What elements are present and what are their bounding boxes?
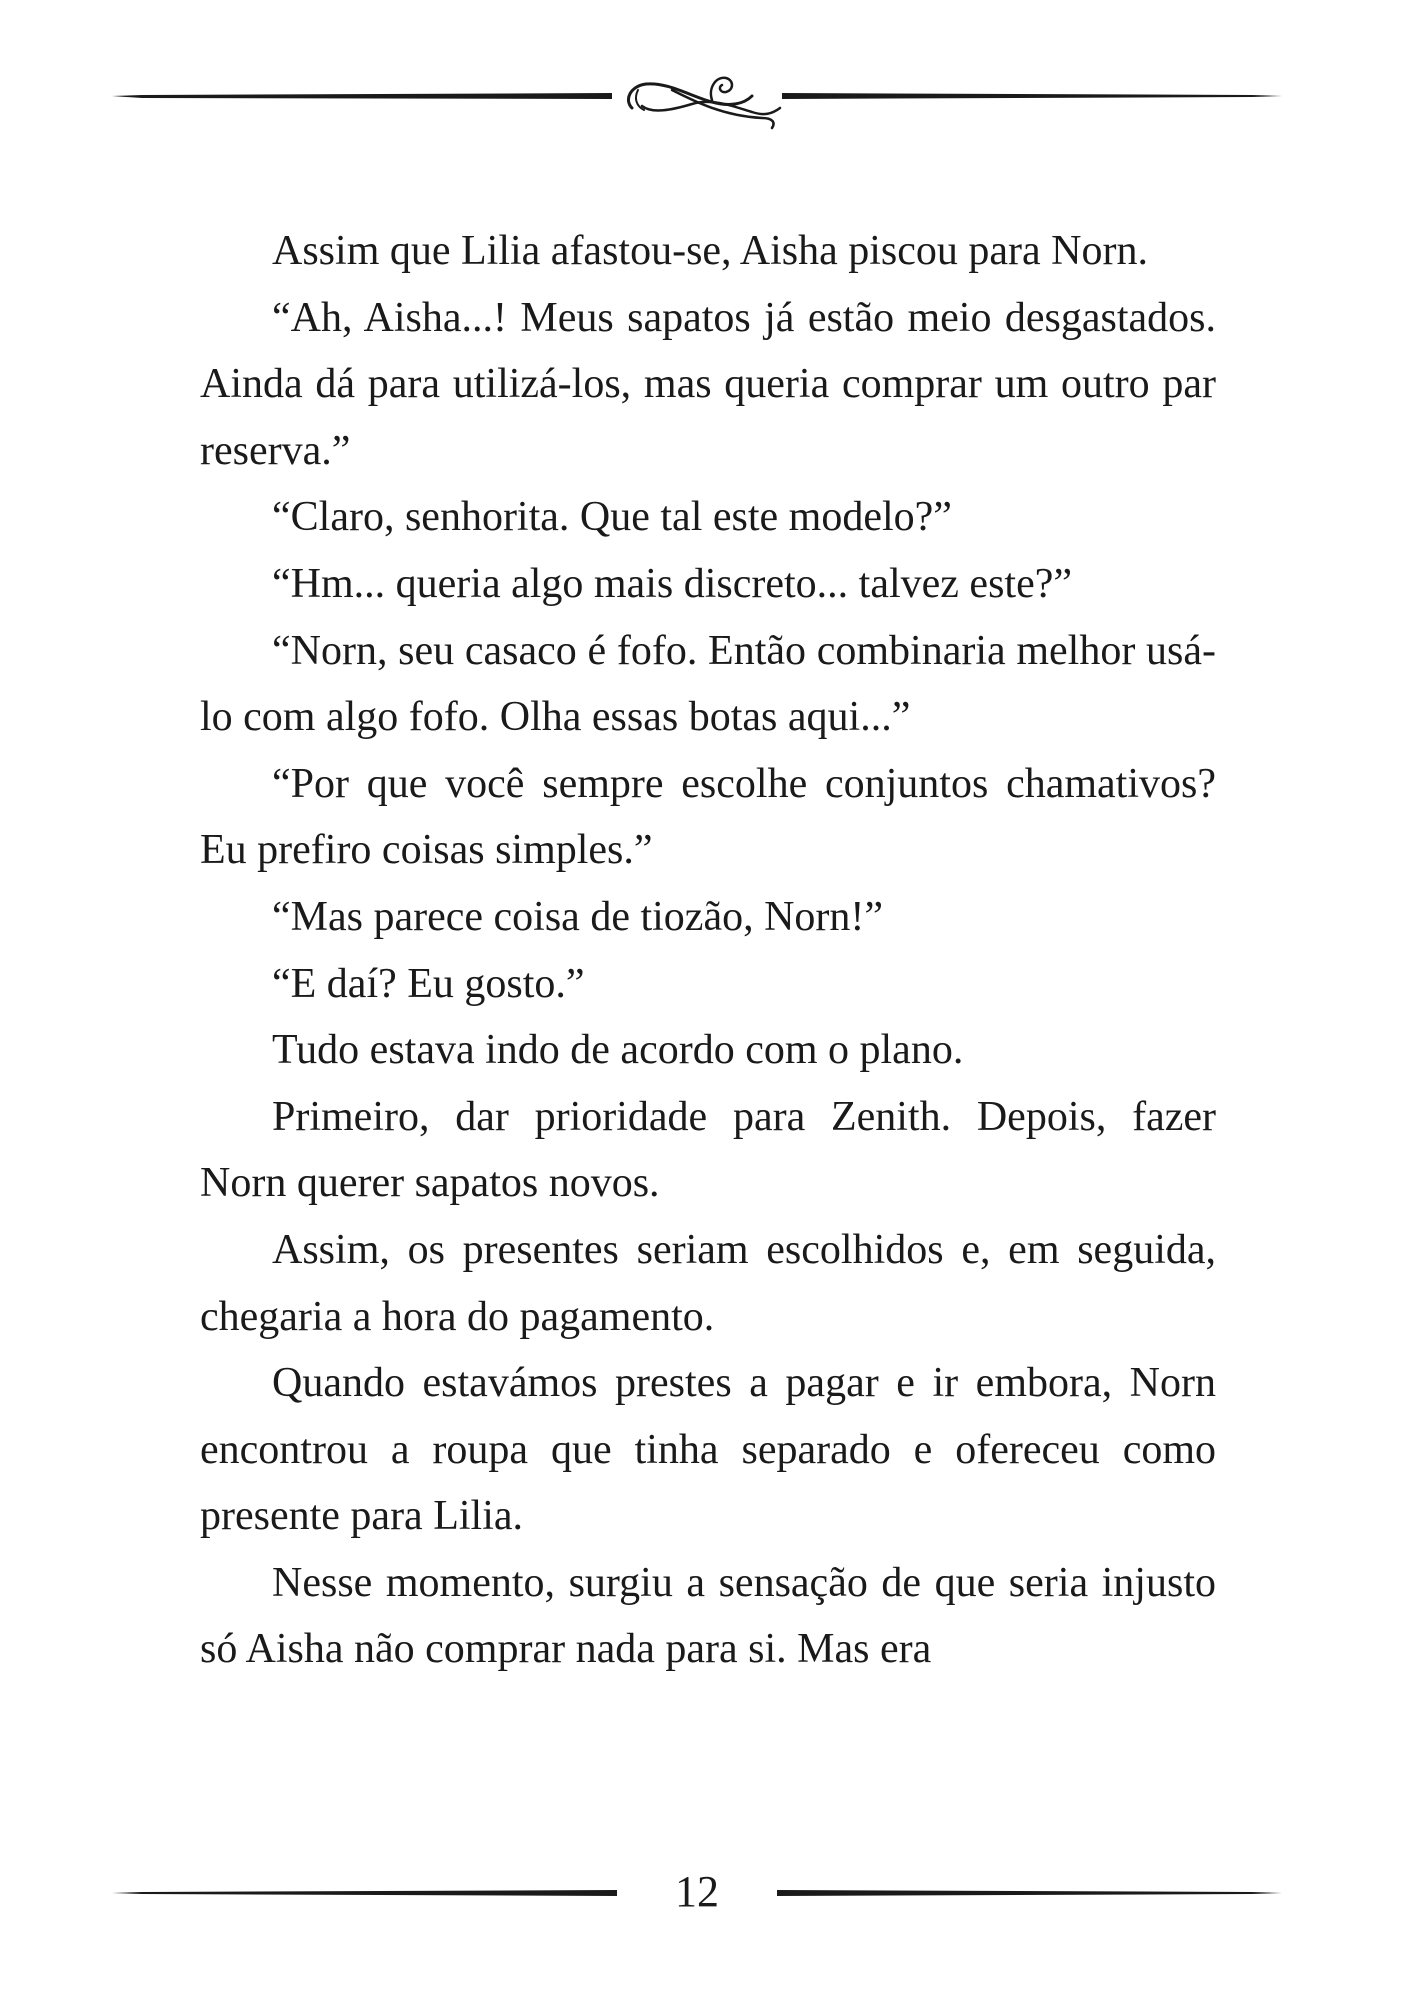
footer-rule-left — [112, 1890, 617, 1896]
paragraph: “Ah, Aisha...! Meus sapatos já estão meio desgastados. Ainda dá para utilizá-los, mas queria comprar um outro par reserva.” — [200, 294, 1216, 474]
paragraph: “Claro, senhorita. Que tal este modelo?” — [272, 494, 952, 541]
paragraph: “Hm... queria algo mais discreto... talvez este?” — [272, 560, 1073, 607]
page-footer — [112, 1862, 1282, 1922]
paragraph: Quando estavámos prestes a pagar e ir embora, Norn encontrou a roupa que tinha separado e ofereceu como presente para Lilia. — [200, 1360, 1216, 1540]
page-number: 12 — [675, 1867, 719, 1916]
paragraph: Assim que Lilia afastou-se, Aisha piscou para Norn. — [272, 228, 1148, 274]
header-ornament — [112, 60, 1282, 140]
footer-rule-right — [777, 1890, 1282, 1896]
paragraph: Assim, os presentes seriam escolhidos e, em seguida, chegaria a hora do pagamento. — [200, 1226, 1216, 1340]
paragraph: “Norn, seu casaco é fofo. Então combinaria melhor usá-lo com algo fofo. Olha essas botas aqui...” — [200, 627, 1216, 741]
paragraph: Tudo estava indo de acordo com o plano. — [272, 1027, 964, 1074]
body-text — [200, 218, 1216, 1683]
paragraph: Nesse momento, surgiu a sensação de que seria injusto só Aisha não comprar nada para si. Mas era — [200, 1559, 1216, 1673]
paragraph: “Mas parece coisa de tiozão, Norn!” — [272, 893, 884, 940]
paragraph: Primeiro, dar prioridade para Zenith. Depois, fazer Norn querer sapatos novos. — [200, 1093, 1216, 1207]
paragraph: “Por que você sempre escolhe conjuntos chamativos? Eu prefiro coisas simples.” — [200, 760, 1216, 874]
paragraph: “E daí? Eu gosto.” — [272, 960, 585, 1007]
